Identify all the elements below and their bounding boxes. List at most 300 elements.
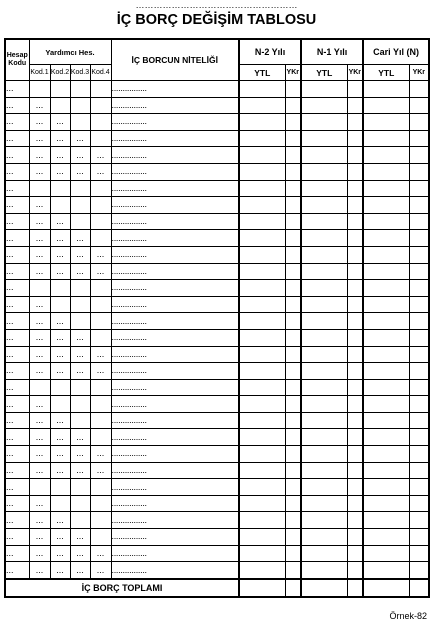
n2-ytl-cell[interactable] xyxy=(239,197,285,214)
description-cell: ................ xyxy=(111,246,239,263)
n2-ykr-cell[interactable] xyxy=(285,280,301,297)
n2-ykr-cell[interactable] xyxy=(285,512,301,529)
table-row xyxy=(5,446,429,463)
n1-ytl-cell[interactable] xyxy=(301,446,347,463)
hesap-code-cell: ... xyxy=(5,446,29,463)
n2-ykr-cell[interactable] xyxy=(285,346,301,363)
kod1-cell: ... xyxy=(29,263,50,280)
n2-ykr-cell[interactable] xyxy=(285,213,301,230)
kod2-cell: ... xyxy=(50,363,70,380)
kod2-cell: ... xyxy=(50,446,70,463)
current-ytl-cell[interactable] xyxy=(363,462,409,479)
current-ytl-cell[interactable] xyxy=(363,147,409,164)
current-ykr-cell[interactable] xyxy=(409,280,429,297)
kod2-cell: ... xyxy=(50,213,70,230)
current-ytl-cell[interactable] xyxy=(363,197,409,214)
n1-ykr-cell[interactable] xyxy=(347,130,363,147)
n1-ytl-cell[interactable] xyxy=(301,329,347,346)
kod2-cell: ... xyxy=(50,529,70,546)
kod4-cell xyxy=(90,180,111,197)
n1-ykr-cell[interactable] xyxy=(347,346,363,363)
n2-ykr-cell[interactable] xyxy=(285,412,301,429)
current-ykr-cell[interactable] xyxy=(409,263,429,280)
current-ytl-cell[interactable] xyxy=(363,213,409,230)
table-row xyxy=(5,562,429,579)
kod4-cell: ... xyxy=(90,363,111,380)
kod1-cell: ... xyxy=(29,163,50,180)
current-ykr-cell[interactable] xyxy=(409,180,429,197)
n1-ytl-cell[interactable] xyxy=(301,147,347,164)
n1-ytl-cell[interactable] xyxy=(301,462,347,479)
current-ytl-cell[interactable] xyxy=(363,429,409,446)
description-cell: ................ xyxy=(111,479,239,496)
n2-ytl-cell[interactable] xyxy=(239,346,285,363)
kod4-cell xyxy=(90,412,111,429)
table-row xyxy=(5,97,429,114)
n1-ytl-cell[interactable] xyxy=(301,529,347,546)
n1-ykr-cell[interactable] xyxy=(347,512,363,529)
n1-ykr-cell[interactable] xyxy=(347,562,363,579)
description-cell: ................ xyxy=(111,147,239,164)
kod2-cell: ... xyxy=(50,163,70,180)
description-cell: ................ xyxy=(111,462,239,479)
current-ytl-cell[interactable] xyxy=(363,81,409,98)
table-row xyxy=(5,296,429,313)
n2-ykr-cell[interactable] xyxy=(285,313,301,330)
kod3-cell: ... xyxy=(70,429,90,446)
n2-ykr-cell[interactable] xyxy=(285,479,301,496)
n2-ykr-cell[interactable] xyxy=(285,81,301,98)
n1-ytl-cell[interactable] xyxy=(301,296,347,313)
current-ykr-cell[interactable] xyxy=(409,147,429,164)
current-ytl-cell[interactable] xyxy=(363,396,409,413)
table-row xyxy=(5,329,429,346)
n1-ykr-cell[interactable] xyxy=(347,462,363,479)
current-ykr-cell[interactable] xyxy=(409,363,429,380)
kod3-cell xyxy=(70,81,90,98)
total-n1-ykr[interactable] xyxy=(347,579,363,597)
current-ykr-cell[interactable] xyxy=(409,296,429,313)
n2-ykr-cell[interactable] xyxy=(285,246,301,263)
n2-ykr-cell[interactable] xyxy=(285,263,301,280)
n1-ytl-cell[interactable] xyxy=(301,280,347,297)
n1-ytl-header: YTL xyxy=(301,65,347,81)
current-ykr-cell[interactable] xyxy=(409,512,429,529)
current-ykr-cell[interactable] xyxy=(409,130,429,147)
kod1-cell: ... xyxy=(29,246,50,263)
n2-ytl-cell[interactable] xyxy=(239,429,285,446)
kod4-cell xyxy=(90,230,111,247)
kod4-cell xyxy=(90,479,111,496)
hesap-code-cell: ... xyxy=(5,180,29,197)
n2-ytl-cell[interactable] xyxy=(239,263,285,280)
n1-ykr-cell[interactable] xyxy=(347,114,363,131)
n2-ykr-header: YKr xyxy=(285,65,301,81)
n2-ykr-cell[interactable] xyxy=(285,562,301,579)
current-ykr-cell[interactable] xyxy=(409,313,429,330)
n1-ykr-cell[interactable] xyxy=(347,379,363,396)
n1-ykr-cell[interactable] xyxy=(347,180,363,197)
current-ytl-cell[interactable] xyxy=(363,363,409,380)
current-ytl-cell[interactable] xyxy=(363,114,409,131)
hesap-code-cell: ... xyxy=(5,545,29,562)
current-ytl-cell[interactable] xyxy=(363,495,409,512)
kod1-cell: ... xyxy=(29,313,50,330)
description-cell: ................ xyxy=(111,529,239,546)
current-ykr-cell[interactable] xyxy=(409,396,429,413)
description-cell: ................ xyxy=(111,114,239,131)
n2-ytl-cell[interactable] xyxy=(239,396,285,413)
n2-ytl-cell[interactable] xyxy=(239,163,285,180)
n2-ytl-cell[interactable] xyxy=(239,512,285,529)
n2-ytl-cell[interactable] xyxy=(239,97,285,114)
kod3-cell xyxy=(70,97,90,114)
n2-ytl-cell[interactable] xyxy=(239,562,285,579)
nitelik-header: İÇ BORCUN NİTELİĞİ xyxy=(111,39,239,81)
n2-ytl-cell[interactable] xyxy=(239,246,285,263)
description-cell: ................ xyxy=(111,495,239,512)
kod4-cell: ... xyxy=(90,446,111,463)
current-ytl-cell[interactable] xyxy=(363,529,409,546)
n2-ytl-cell[interactable] xyxy=(239,446,285,463)
current-ytl-cell[interactable] xyxy=(363,412,409,429)
kod2-cell xyxy=(50,280,70,297)
description-cell: ................ xyxy=(111,263,239,280)
kod1-cell xyxy=(29,479,50,496)
hesap-code-cell: ... xyxy=(5,363,29,380)
description-cell: ................ xyxy=(111,130,239,147)
current-ykr-cell[interactable] xyxy=(409,412,429,429)
kod4-cell xyxy=(90,114,111,131)
current-ykr-cell[interactable] xyxy=(409,479,429,496)
hesap-code-cell: ... xyxy=(5,313,29,330)
total-n2-ytl[interactable] xyxy=(239,579,285,597)
total-current-ykr[interactable] xyxy=(409,579,429,597)
description-cell: ................ xyxy=(111,180,239,197)
kod3-cell: ... xyxy=(70,246,90,263)
n1-ytl-cell[interactable] xyxy=(301,562,347,579)
hesap-code-cell: ... xyxy=(5,479,29,496)
kod4-cell: ... xyxy=(90,462,111,479)
kod1-cell: ... xyxy=(29,396,50,413)
n2-ytl-cell[interactable] xyxy=(239,147,285,164)
n2-ykr-cell[interactable] xyxy=(285,363,301,380)
hesap-code-cell: ... xyxy=(5,412,29,429)
current-ytl-cell[interactable] xyxy=(363,512,409,529)
description-cell: ................ xyxy=(111,163,239,180)
current-ytl-cell[interactable] xyxy=(363,479,409,496)
table-row xyxy=(5,163,429,180)
current-year-header: Cari Yıl (N) xyxy=(363,39,429,65)
hesap-code-cell: ... xyxy=(5,462,29,479)
n2-ykr-cell[interactable] xyxy=(285,97,301,114)
n1-ykr-cell[interactable] xyxy=(347,479,363,496)
kod2-cell xyxy=(50,479,70,496)
current-ykr-cell[interactable] xyxy=(409,529,429,546)
kod4-cell xyxy=(90,213,111,230)
n1-ytl-cell[interactable] xyxy=(301,130,347,147)
n1-ytl-cell[interactable] xyxy=(301,163,347,180)
table-row xyxy=(5,81,429,98)
n2-ykr-cell[interactable] xyxy=(285,495,301,512)
table-row xyxy=(5,230,429,247)
n1-ykr-cell[interactable] xyxy=(347,429,363,446)
hesap-code-cell: ... xyxy=(5,213,29,230)
kod1-cell xyxy=(29,81,50,98)
hesap-code-cell: ... xyxy=(5,81,29,98)
table-row xyxy=(5,213,429,230)
kod1-cell xyxy=(29,180,50,197)
kod3-cell: ... xyxy=(70,462,90,479)
current-ytl-cell[interactable] xyxy=(363,280,409,297)
n2-ykr-cell[interactable] xyxy=(285,197,301,214)
n1-ytl-cell[interactable] xyxy=(301,479,347,496)
n2-ytl-cell[interactable] xyxy=(239,130,285,147)
kod1-cell: ... xyxy=(29,495,50,512)
n2-ytl-cell[interactable] xyxy=(239,213,285,230)
n1-ykr-cell[interactable] xyxy=(347,81,363,98)
n1-ykr-cell[interactable] xyxy=(347,296,363,313)
n2-ykr-cell[interactable] xyxy=(285,429,301,446)
current-ykr-cell[interactable] xyxy=(409,197,429,214)
n1-ykr-cell[interactable] xyxy=(347,97,363,114)
kod3-cell xyxy=(70,396,90,413)
current-ytl-cell[interactable] xyxy=(363,246,409,263)
table-row xyxy=(5,545,429,562)
kod3-cell xyxy=(70,280,90,297)
n2-ykr-cell[interactable] xyxy=(285,130,301,147)
table-row xyxy=(5,396,429,413)
n2-ytl-cell[interactable] xyxy=(239,363,285,380)
current-ykr-cell[interactable] xyxy=(409,562,429,579)
description-cell: ................ xyxy=(111,213,239,230)
current-ykr-cell[interactable] xyxy=(409,429,429,446)
kod3-cell: ... xyxy=(70,446,90,463)
kod2-cell xyxy=(50,180,70,197)
n1-ytl-cell[interactable] xyxy=(301,545,347,562)
n1-ytl-cell[interactable] xyxy=(301,114,347,131)
current-ykr-cell[interactable] xyxy=(409,346,429,363)
current-ytl-cell[interactable] xyxy=(363,346,409,363)
n1-ytl-cell[interactable] xyxy=(301,263,347,280)
kod2-cell xyxy=(50,81,70,98)
n2-ykr-cell[interactable] xyxy=(285,147,301,164)
borc-table xyxy=(4,38,430,598)
total-current-ytl[interactable] xyxy=(363,579,409,597)
kod2-cell: ... xyxy=(50,147,70,164)
n1-ykr-cell[interactable] xyxy=(347,529,363,546)
n2-ytl-cell[interactable] xyxy=(239,529,285,546)
n1-ytl-cell[interactable] xyxy=(301,495,347,512)
n2-ykr-cell[interactable] xyxy=(285,529,301,546)
kod3-cell: ... xyxy=(70,163,90,180)
n1-ykr-cell[interactable] xyxy=(347,230,363,247)
total-n1-ytl[interactable] xyxy=(301,579,347,597)
n2-ytl-cell[interactable] xyxy=(239,545,285,562)
description-cell: ................ xyxy=(111,412,239,429)
hesap-code-cell: ... xyxy=(5,97,29,114)
total-n2-ykr[interactable] xyxy=(285,579,301,597)
n2-ytl-cell[interactable] xyxy=(239,462,285,479)
n1-ykr-cell[interactable] xyxy=(347,545,363,562)
n2-ytl-cell[interactable] xyxy=(239,412,285,429)
n1-ytl-cell[interactable] xyxy=(301,396,347,413)
current-ytl-cell[interactable] xyxy=(363,130,409,147)
kod1-cell: ... xyxy=(29,562,50,579)
current-ykr-cell[interactable] xyxy=(409,81,429,98)
hesap-code-cell: ... xyxy=(5,246,29,263)
yardimci-hes-header: Yardımcı Hes. xyxy=(29,39,111,65)
n2-ykr-cell[interactable] xyxy=(285,230,301,247)
hesap-code-cell: ... xyxy=(5,230,29,247)
kod3-header: Kod.3 xyxy=(70,65,90,81)
n1-ytl-cell[interactable] xyxy=(301,180,347,197)
n2-ykr-cell[interactable] xyxy=(285,329,301,346)
kod3-cell: ... xyxy=(70,545,90,562)
current-ytl-cell[interactable] xyxy=(363,296,409,313)
kod2-cell: ... xyxy=(50,313,70,330)
n2-ytl-cell[interactable] xyxy=(239,114,285,131)
current-ytl-cell[interactable] xyxy=(363,545,409,562)
current-ytl-cell[interactable] xyxy=(363,329,409,346)
n2-ytl-cell[interactable] xyxy=(239,280,285,297)
n1-ykr-cell[interactable] xyxy=(347,213,363,230)
n1-ytl-cell[interactable] xyxy=(301,379,347,396)
n2-ykr-cell[interactable] xyxy=(285,446,301,463)
current-ykr-cell[interactable] xyxy=(409,114,429,131)
n2-ytl-header: YTL xyxy=(239,65,285,81)
n1-ytl-cell[interactable] xyxy=(301,346,347,363)
current-ykr-cell[interactable] xyxy=(409,495,429,512)
table-row xyxy=(5,313,429,330)
current-ykr-cell[interactable] xyxy=(409,462,429,479)
kod1-cell: ... xyxy=(29,296,50,313)
kod2-cell xyxy=(50,97,70,114)
n1-ykr-cell[interactable] xyxy=(347,446,363,463)
table-row xyxy=(5,280,429,297)
n1-ytl-cell[interactable] xyxy=(301,363,347,380)
description-cell: ................ xyxy=(111,396,239,413)
current-ytl-cell[interactable] xyxy=(363,263,409,280)
n1-ytl-cell[interactable] xyxy=(301,230,347,247)
current-ytl-cell[interactable] xyxy=(363,180,409,197)
current-ykr-cell[interactable] xyxy=(409,329,429,346)
hesap-code-cell: ... xyxy=(5,529,29,546)
n2-ytl-cell[interactable] xyxy=(239,495,285,512)
hesap-code-cell: ... xyxy=(5,429,29,446)
current-ytl-cell[interactable] xyxy=(363,379,409,396)
n2-ytl-cell[interactable] xyxy=(239,479,285,496)
current-ytl-cell[interactable] xyxy=(363,230,409,247)
kod1-cell xyxy=(29,280,50,297)
n1-ytl-cell[interactable] xyxy=(301,213,347,230)
n1-ykr-cell[interactable] xyxy=(347,263,363,280)
hesap-code-cell: ... xyxy=(5,197,29,214)
n1-ytl-cell[interactable] xyxy=(301,412,347,429)
n2-ytl-cell[interactable] xyxy=(239,180,285,197)
n2-ykr-cell[interactable] xyxy=(285,396,301,413)
n1-ykr-cell[interactable] xyxy=(347,246,363,263)
table-row xyxy=(5,147,429,164)
n2-ykr-cell[interactable] xyxy=(285,462,301,479)
n1-ykr-cell[interactable] xyxy=(347,363,363,380)
hesap-code-cell: ... xyxy=(5,296,29,313)
description-cell: ................ xyxy=(111,296,239,313)
n1-ykr-cell[interactable] xyxy=(347,412,363,429)
n1-ytl-cell[interactable] xyxy=(301,246,347,263)
kod1-cell: ... xyxy=(29,512,50,529)
kod2-cell xyxy=(50,379,70,396)
n1-ykr-cell[interactable] xyxy=(347,396,363,413)
current-ytl-cell[interactable] xyxy=(363,313,409,330)
n1-ykr-cell[interactable] xyxy=(347,280,363,297)
current-ytl-cell[interactable] xyxy=(363,97,409,114)
kod4-cell xyxy=(90,97,111,114)
n2-ykr-cell[interactable] xyxy=(285,379,301,396)
current-ytl-cell[interactable] xyxy=(363,562,409,579)
n1-ytl-cell[interactable] xyxy=(301,197,347,214)
n2-ykr-cell[interactable] xyxy=(285,114,301,131)
n1-ykr-cell[interactable] xyxy=(347,329,363,346)
kod2-cell: ... xyxy=(50,462,70,479)
current-ytl-cell[interactable] xyxy=(363,163,409,180)
table-row xyxy=(5,197,429,214)
current-ykr-cell[interactable] xyxy=(409,97,429,114)
n2-ykr-cell[interactable] xyxy=(285,545,301,562)
n2-ytl-cell[interactable] xyxy=(239,230,285,247)
table-row xyxy=(5,246,429,263)
n1-ykr-cell[interactable] xyxy=(347,313,363,330)
n1-ytl-cell[interactable] xyxy=(301,429,347,446)
kod2-cell: ... xyxy=(50,130,70,147)
n2-ytl-cell[interactable] xyxy=(239,81,285,98)
hesap-code-cell: ... xyxy=(5,495,29,512)
current-ykr-cell[interactable] xyxy=(409,446,429,463)
kod3-cell xyxy=(70,412,90,429)
kod4-cell xyxy=(90,313,111,330)
n2-ytl-cell[interactable] xyxy=(239,296,285,313)
kod1-cell: ... xyxy=(29,462,50,479)
current-ykr-cell[interactable] xyxy=(409,213,429,230)
n2-ykr-cell[interactable] xyxy=(285,296,301,313)
current-ykr-cell[interactable] xyxy=(409,379,429,396)
n1-ykr-cell[interactable] xyxy=(347,163,363,180)
kod1-cell: ... xyxy=(29,230,50,247)
example-number: Örnek-82 xyxy=(389,611,427,621)
current-ykr-cell[interactable] xyxy=(409,163,429,180)
n1-ykr-cell[interactable] xyxy=(347,495,363,512)
n2-ykr-cell[interactable] xyxy=(285,180,301,197)
current-ykr-cell[interactable] xyxy=(409,246,429,263)
n2-ytl-cell[interactable] xyxy=(239,313,285,330)
current-ytl-cell[interactable] xyxy=(363,446,409,463)
current-ykr-cell[interactable] xyxy=(409,230,429,247)
n2-ykr-cell[interactable] xyxy=(285,163,301,180)
n2-ytl-cell[interactable] xyxy=(239,329,285,346)
n1-ytl-cell[interactable] xyxy=(301,81,347,98)
kod3-cell: ... xyxy=(70,230,90,247)
n1-ytl-cell[interactable] xyxy=(301,512,347,529)
kod1-cell xyxy=(29,379,50,396)
n1-ykr-cell[interactable] xyxy=(347,197,363,214)
current-ykr-cell[interactable] xyxy=(409,545,429,562)
n1-ykr-cell[interactable] xyxy=(347,147,363,164)
n2-year-header: N-2 Yılı xyxy=(239,39,301,65)
n1-ytl-cell[interactable] xyxy=(301,313,347,330)
n2-ytl-cell[interactable] xyxy=(239,379,285,396)
description-cell: ................ xyxy=(111,197,239,214)
n1-ytl-cell[interactable] xyxy=(301,97,347,114)
